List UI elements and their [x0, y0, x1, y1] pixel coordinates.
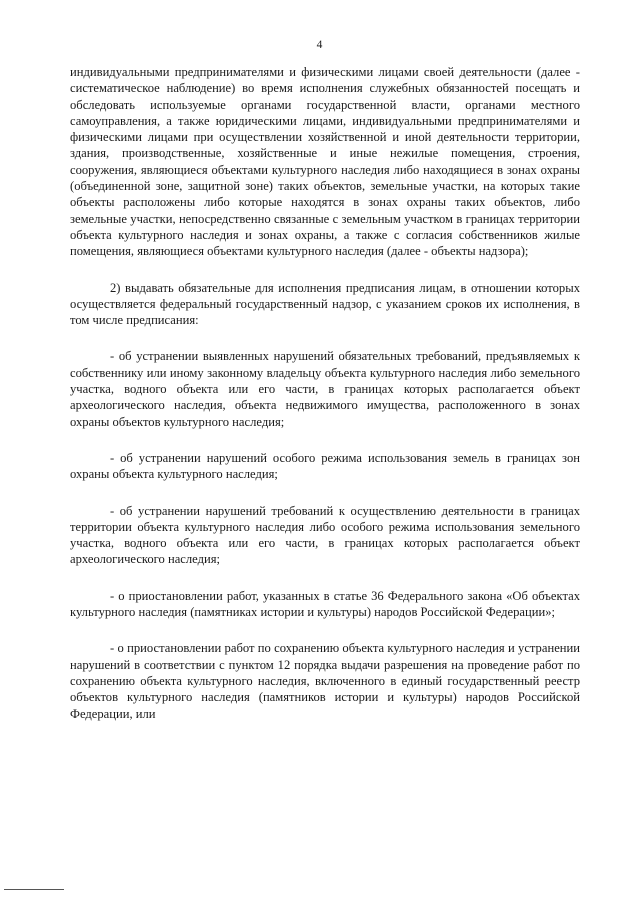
document-body [70, 64, 580, 722]
paragraph-prescription-violations: - об устранении выявленных нарушений обязательных требований, предъявляемых к собственнику или иному законному владельцу объекта культурного наследия либо земельного участка, водного объекта или его части, в границах которых располагается объект археологического наследия, объекта недвижимого имущества, расположенного в зонах охраны объектов культурного наследия; [70, 349, 580, 429]
footer-rule [4, 889, 64, 890]
paragraph-prescription-land-regime: - об устранении нарушений особого режима использования земель в границах зон охраны объекта культурного наследия; [70, 450, 580, 482]
page-number: 4 [316, 39, 323, 51]
paragraph-prescription-suspend-conservation-works: - о приостановлении работ по сохранению объекта культурного наследия и устранении нарушений в соответствии с пунктом 12 порядка выдачи разрешения на проведение работ по сохранению объекта культурного наследия, включенного в единый государственный реестр объектов культурного наследия (памятников истории и культуры) народов Российской Федерации, или [70, 641, 580, 721]
paragraph-item-2: 2) выдавать обязательные для исполнения предписания лицам, в отношении которых осуществляется федеральный государственный надзор, с указанием сроков их исполнения, в том числе предписания: [70, 280, 580, 328]
paragraph-continued: индивидуальными предпринимателями и физическими лицами своей деятельности (далее - систематическое наблюдение) во время исполнения служебных обязанностей посещать и обследовать используемые органами государственной власти, органами местного самоуправления, а также юридическими лицами, индивидуальными предпринимателями и физическими лицами при осуществлении хозяйственной и иной деятельности территории, здания, производственные, хозяйственные и иные нежилые помещения, строения, сооружения, являющиеся объектами культурного наследия либо находящиеся в зонах охраны (объединенной зоне, защитной зоне) таких объектов, земельные участки, на которых такие объекты расположены либо которые находятся в зонах охраны таких объектов, либо земельные участки, непосредственно связанные с земельным участком в границах территории объекта культурного наследия и зонах охраны, а также с согласия собственников жилые помещения, являющиеся объектами культурного наследия (далее - объекты надзора); [70, 65, 580, 259]
paragraph-prescription-suspend-works-article36: - о приостановлении работ, указанных в статье 36 Федерального закона «Об объектах культурного наследия (памятниках истории и культуры) народов Российской Федерации»; [70, 588, 580, 620]
paragraph-prescription-activity-requirements: - об устранении нарушений требований к осуществлению деятельности в границах территории объекта культурного наследия либо особого режима использования земельного участка, водного объекта или его части, в границах которых располагается объект археологического наследия; [70, 503, 580, 567]
